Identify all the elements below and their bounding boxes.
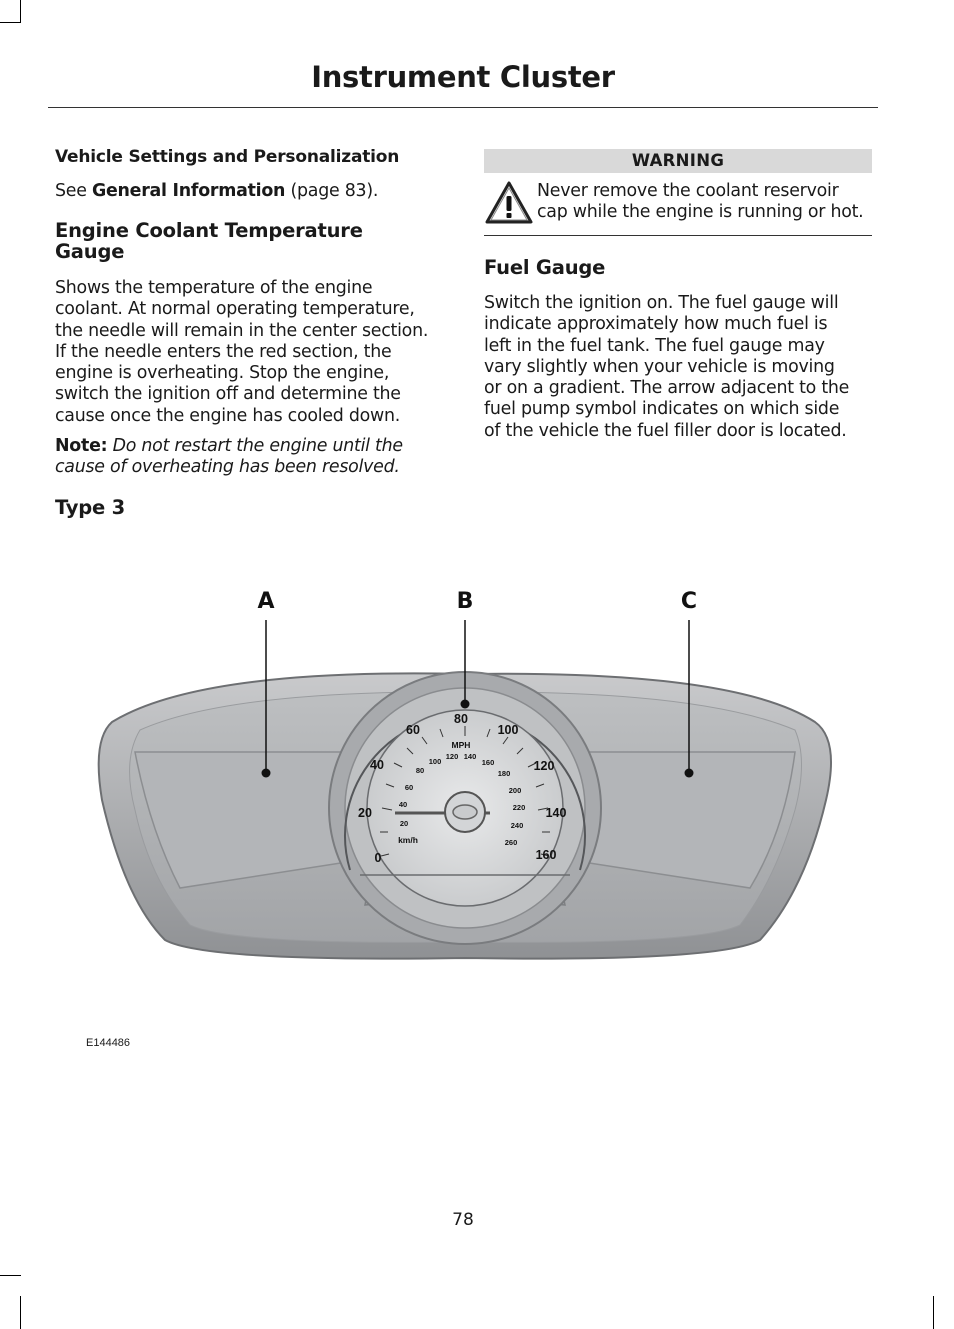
kmh-label: 140 — [463, 752, 477, 761]
warning-text — [537, 181, 863, 224]
note-paragraph — [55, 436, 455, 479]
coolant-heading — [55, 220, 455, 262]
general-information-link[interactable]: General Information — [91, 181, 286, 201]
text-line: If the needle enters the red section, the — [55, 341, 392, 362]
callout-label-a: A — [257, 589, 275, 614]
callout-b-dot — [461, 700, 470, 709]
fuel-heading: Fuel Gauge — [484, 256, 606, 279]
figure-code: E144486 — [86, 1037, 131, 1049]
crop-mark — [20, 1296, 21, 1329]
title-divider — [48, 107, 878, 108]
kmh-label: 40 — [398, 800, 408, 809]
kmh-label: 220 — [512, 803, 526, 812]
callout-label-b: B — [456, 589, 474, 614]
text-line: or on a gradient. The arrow adjacent to the — [484, 378, 850, 399]
note-text: Do not restart the engine until the — [107, 436, 403, 456]
kmh-unit: km/h — [398, 835, 418, 845]
mph-label: 100 — [497, 723, 519, 737]
mph-label: 60 — [406, 723, 420, 737]
text-line: of the vehicle the fuel filler door is located. — [484, 420, 847, 441]
kmh-label: 20 — [399, 819, 409, 828]
text-line: cause once the engine has cooled down. — [55, 405, 401, 426]
vehicle-settings-heading: Vehicle Settings and Personalization — [55, 147, 400, 167]
text-line: cap while the engine is running or hot. — [537, 202, 864, 223]
kmh-label: 160 — [481, 758, 495, 767]
mph-label: 20 — [358, 806, 372, 820]
kmh-label: 100 — [428, 757, 442, 766]
kmh-label: 260 — [504, 838, 518, 847]
coolant-paragraph — [55, 278, 455, 427]
mph-unit: MPH — [451, 740, 471, 750]
warning-triangle-icon — [484, 180, 534, 226]
callout-c-dot — [685, 769, 694, 778]
see-prefix: See — [55, 181, 92, 201]
kmh-label: 200 — [508, 786, 522, 795]
coolant-heading-line: Gauge — [55, 240, 125, 263]
text-line: Never remove the coolant reservoir — [537, 181, 839, 201]
crop-mark — [0, 22, 21, 23]
warning-divider — [484, 235, 872, 236]
text-line: fuel pump symbol indicates on which side — [484, 399, 840, 420]
callout-a-dot — [262, 769, 271, 778]
text-line: the needle will remain in the center section. — [55, 320, 429, 341]
mph-label: 0 — [374, 851, 382, 865]
kmh-label: 240 — [510, 821, 524, 830]
kmh-label: 120 — [445, 752, 459, 761]
coolant-heading-line: Engine Coolant Temperature — [55, 219, 363, 242]
text-line: left in the fuel tank. The fuel gauge may — [484, 335, 825, 356]
text-line: switch the ignition off and determine the — [55, 384, 401, 405]
text-line: indicate approximately how much fuel is — [484, 314, 828, 335]
text-line: Switch the ignition on. The fuel gauge will — [484, 293, 839, 313]
text-line: Shows the temperature of the engine — [55, 278, 373, 298]
text-line: engine is overheating. Stop the engine, — [55, 363, 390, 384]
mph-label: 160 — [535, 848, 557, 862]
note-text: cause of overheating has been resolved. — [55, 457, 400, 478]
mph-label: 120 — [533, 759, 555, 773]
kmh-label: 80 — [415, 766, 425, 775]
note-label: Note: — [55, 436, 108, 456]
text-line: coolant. At normal operating temperature, — [55, 299, 415, 320]
mph-label: 40 — [370, 758, 384, 772]
warning-title: WARNING — [484, 149, 872, 173]
page-title: Instrument Cluster — [311, 60, 615, 94]
instrument-cluster-illustration — [0, 560, 954, 1000]
kmh-label: 180 — [497, 769, 511, 778]
mph-label: 80 — [454, 712, 468, 726]
mph-label: 140 — [545, 806, 567, 820]
page-number: 78 — [452, 1210, 474, 1230]
see-suffix: (page 83). — [285, 181, 379, 201]
crop-mark — [0, 1275, 21, 1276]
crop-mark — [933, 1296, 934, 1329]
kmh-label: 60 — [404, 783, 414, 792]
callout-label-c: C — [680, 589, 698, 614]
crop-mark — [20, 0, 21, 22]
text-line: vary slightly when your vehicle is moving — [484, 356, 835, 377]
type-heading: Type 3 — [55, 496, 126, 519]
fuel-paragraph — [484, 293, 849, 442]
see-reference — [55, 181, 378, 202]
